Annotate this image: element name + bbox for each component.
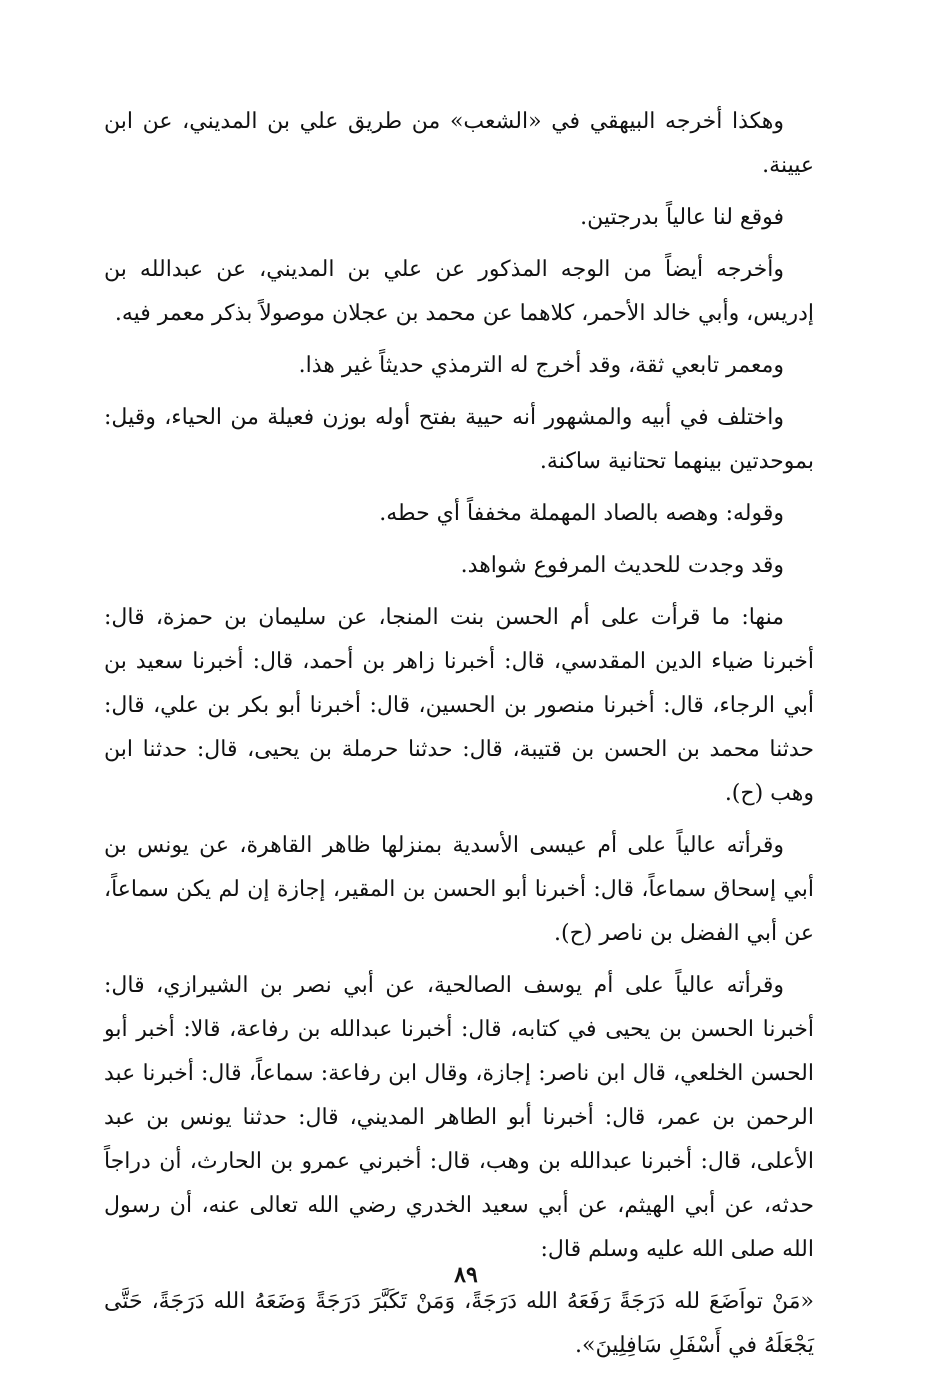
paragraph-9: وقرأته عالياً على أم عيسى الأسدية بمنزلها ظاهر القاهرة، عن يونس بن أبي إسحاق سماعاً، قال: أخبرنا أبو الحسن بن المقير، إجازة إن لم يكن سماعاً، عن أبي الفضل بن ناصر (ح). xyxy=(104,833,814,946)
page-body xyxy=(104,100,814,1376)
paragraph-10: وقرأته عالياً على أم يوسف الصالحية، عن أبي نصر بن الشيرازي، قال: أخبرنا الحسن بن يحيى في كتابه، قال: أخبرنا عبدالله بن رفاعة، قالا: أخبر أبو الحسن الخلعي، قال ابن ناصر: إجازة، وقال ابن رفاعة: سماعاً، قال: أخبرنا عبد الرحمن بن عمر، قال: أخبرنا أبو الطاهر المديني، قال: حدثنا يونس بن عبد الأعلى، قال: أخبرنا عبدالله بن وهب، قال: أخبرني عمرو بن الحارث، أن دراجاً حدثه، عن أبي الهيثم، عن أبي سعيد الخدري رضي الله تعالى عنه، أن رسول الله صلى الله عليه وسلم قال: xyxy=(104,973,814,1262)
paragraph-8: منها: ما قرأت على أم الحسن بنت المنجا، عن سليمان بن حمزة، قال: أخبرنا ضياء الدين المقدسي، قال: أخبرنا زاهر بن أحمد، قال: أخبرنا سعيد بن أبي الرجاء، قال: أخبرنا منصور بن الحسين، قال: أخبرنا أبو بكر بن علي، قال: حدثنا محمد بن الحسن بن قتيبة، قال: حدثنا حرملة بن يحيى، قال: حدثنا ابن وهب (ح). xyxy=(104,605,814,806)
paragraph-2: فوقع لنا عالياً بدرجتين. xyxy=(580,205,784,230)
paragraph-7: وقد وجدت للحديث المرفوع شواهد. xyxy=(460,553,784,578)
paragraph-6: وقوله: وهصه بالصاد المهملة مخففاً أي حطه. xyxy=(379,501,784,526)
paragraph-1: وهكذا أخرجه البيهقي في «الشعب» من طريق علي بن المديني، عن ابن عيينة. xyxy=(104,109,814,178)
paragraph-4: ومعمر تابعي ثقة، وقد أخرج له الترمذي حديثاً غير هذا. xyxy=(298,353,784,378)
paragraph-5: واختلف في أبيه والمشهور أنه حيية بفتح أوله بوزن فعيلة من الحياء، وقيل: بموحدتين بينهما تحتانية ساكنة. xyxy=(104,405,814,474)
hadith-quote: «مَنْ تواَضَعَ لله دَرَجَةً رَفَعَهُ الله دَرَجَةً، وَمَنْ تَكَبَّرَ دَرَجَةً وَضَعَهُ الله دَرَجَةً، حَتَّى يَجْعَلَهُ في أَسْفَلِ سَافِلِينَ». xyxy=(104,1289,814,1358)
page-number: ٨٩ xyxy=(454,1262,478,1288)
paragraph-3: وأخرجه أيضاً من الوجه المذكور عن علي بن المديني، عن عبدالله بن إدريس، وأبي خالد الأحمر، كلاهما عن محمد بن عجلان موصولاً بذكر معمر فيه. xyxy=(104,257,814,326)
